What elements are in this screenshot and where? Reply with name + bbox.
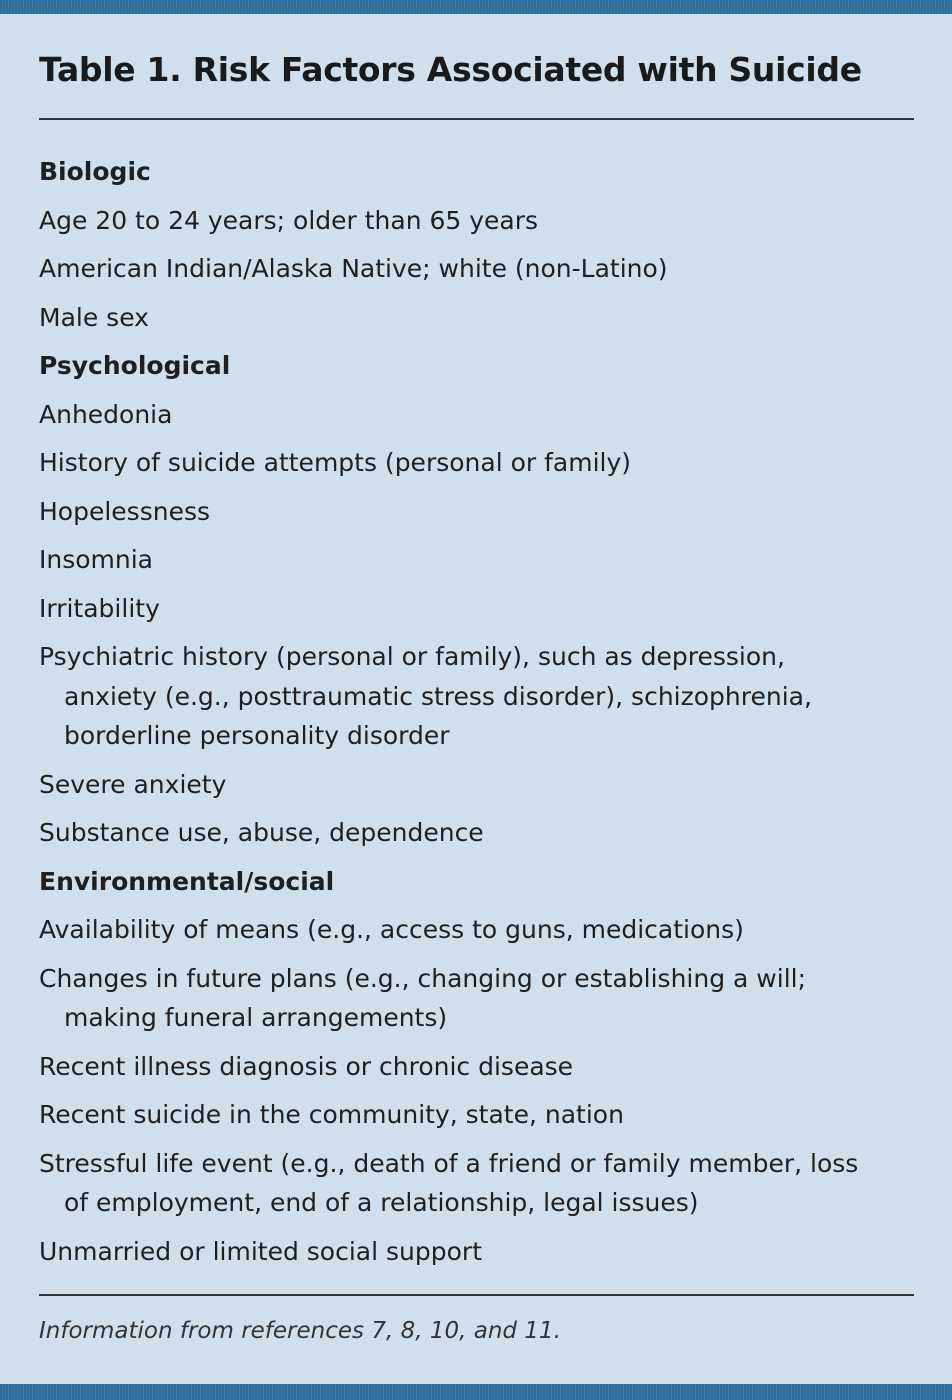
risk-factor-item xyxy=(39,637,919,756)
section-heading: Psychological xyxy=(39,351,231,380)
risk-factor-item xyxy=(39,540,919,580)
item-text: Changes in future plans (e.g., changing or establishing a will; xyxy=(39,963,807,993)
table-title: Table 1. Risk Factors Associated with Suicide xyxy=(39,50,862,89)
risk-factor-list xyxy=(39,152,919,1280)
item-text: Severe anxiety xyxy=(39,769,227,799)
footer-rule xyxy=(39,1294,914,1296)
title-rule xyxy=(39,118,914,120)
risk-factor-item xyxy=(39,1144,919,1223)
footnote: Information from references 7, 8, 10, and 11. xyxy=(39,1318,561,1344)
item-text: Recent illness diagnosis or chronic disease xyxy=(39,1051,574,1081)
item-text-continuation: making funeral arrangements) xyxy=(64,1003,448,1032)
item-text-continuation: borderline personality disorder xyxy=(64,721,450,750)
item-text: Unmarried or limited social support xyxy=(39,1236,482,1266)
item-text: Male sex xyxy=(39,302,149,332)
risk-factor-item xyxy=(39,249,919,289)
risk-factor-item xyxy=(39,201,919,241)
risk-factor-item xyxy=(39,910,919,950)
item-text: Anhedonia xyxy=(39,399,173,429)
item-text-continuation: of employment, end of a relationship, legal issues) xyxy=(64,1188,699,1217)
risk-factor-item xyxy=(39,1047,919,1087)
risk-factor-item xyxy=(39,395,919,435)
item-text: History of suicide attempts (personal or family) xyxy=(39,448,632,477)
item-text: Hopelessness xyxy=(39,496,210,526)
item-text: Irritability xyxy=(39,593,160,623)
item-text: Age 20 to 24 years; older than 65 years xyxy=(39,205,539,235)
risk-factor-item xyxy=(39,443,919,483)
item-text: Insomnia xyxy=(39,545,154,574)
bottom-border-bar xyxy=(0,1384,952,1400)
risk-factor-item xyxy=(39,959,919,1038)
risk-factor-item xyxy=(39,1232,919,1272)
item-text: Psychiatric history (personal or family), such as depression, xyxy=(39,642,785,671)
item-text: Substance use, abuse, dependence xyxy=(39,818,484,847)
risk-factor-item xyxy=(39,1095,919,1135)
item-text: American Indian/Alaska Native; white (non-Latino) xyxy=(39,254,668,283)
section-heading: Biologic xyxy=(39,157,151,186)
item-text: Recent suicide in the community, state, nation xyxy=(39,1100,624,1129)
risk-factor-item xyxy=(39,492,919,532)
risk-factor-item xyxy=(39,765,919,805)
top-border-bar xyxy=(0,0,952,14)
risk-factor-item xyxy=(39,589,919,629)
section-heading: Environmental/social xyxy=(39,866,335,896)
risk-factor-item xyxy=(39,298,919,338)
risk-factor-item xyxy=(39,813,919,853)
item-text: Stressful life event (e.g., death of a friend or family member, loss xyxy=(39,1148,859,1178)
item-text: Availability of means (e.g., access to guns, medications) xyxy=(39,915,744,944)
item-text-continuation: anxiety (e.g., posttraumatic stress disorder), schizophrenia, xyxy=(64,681,812,711)
